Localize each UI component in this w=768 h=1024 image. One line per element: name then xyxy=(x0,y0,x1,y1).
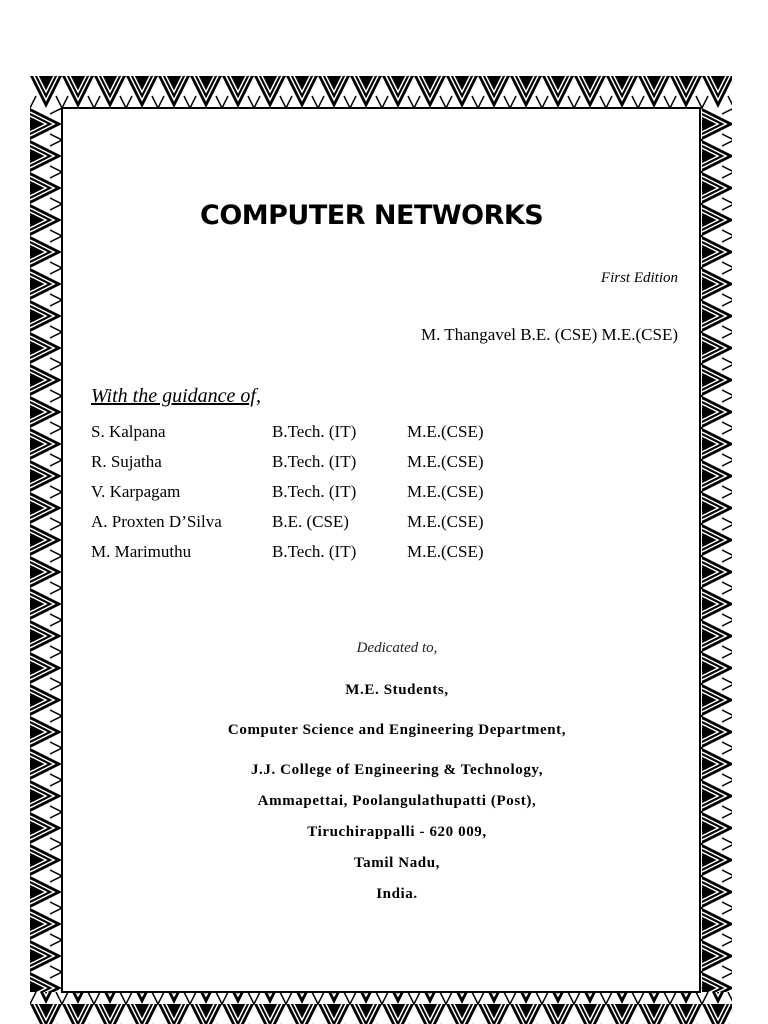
guide-row xyxy=(91,477,484,507)
guide-name: A. Proxten D’Silva xyxy=(91,512,222,531)
guide-row xyxy=(91,537,484,567)
dedication-line: India. xyxy=(376,886,418,902)
guide-degree: B.Tech. (IT) xyxy=(272,542,357,561)
guide-name: R. Sujatha xyxy=(91,452,162,471)
dedication-line: Computer Science and Engineering Department, xyxy=(227,722,567,738)
guide-pg-degree: M.E.(CSE) xyxy=(407,452,484,471)
guide-pg-degree: M.E.(CSE) xyxy=(407,422,484,441)
guide-name: S. Kalpana xyxy=(91,422,166,441)
guide-pg-degree: M.E.(CSE) xyxy=(407,512,484,531)
dedication-line: Tiruchirappalli - 620 009, xyxy=(307,824,487,840)
dedication-line: Tamil Nadu, xyxy=(353,855,441,871)
guide-name: V. Karpagam xyxy=(91,482,181,501)
edition-label: First Edition xyxy=(600,270,678,286)
guide-name: M. Marimuthu xyxy=(91,542,192,561)
guide-pg-degree: M.E.(CSE) xyxy=(407,542,484,561)
guide-row xyxy=(91,507,484,537)
dedication-block xyxy=(62,640,732,903)
guide-row xyxy=(91,447,484,477)
guide-row xyxy=(91,417,484,447)
guidance-heading: With the guidance of, xyxy=(91,385,261,407)
guide-degree: B.Tech. (IT) xyxy=(272,482,357,501)
guide-degree: B.E. (CSE) xyxy=(272,512,349,531)
author-line: M. Thangavel B.E. (CSE) M.E.(CSE) xyxy=(420,325,678,344)
guide-degree: B.Tech. (IT) xyxy=(272,452,357,471)
dedication-line: M.E. Students, xyxy=(345,682,449,698)
dedication-line: Ammapettai, Poolangulathupatti (Post), xyxy=(257,793,537,809)
dedication-heading: Dedicated to, xyxy=(356,640,438,656)
dedication-line: J.J. College of Engineering & Technology, xyxy=(250,762,544,778)
guide-degree: B.Tech. (IT) xyxy=(272,422,357,441)
book-title: COMPUTER NETWORKS xyxy=(200,200,544,231)
guidance-list xyxy=(91,417,484,567)
guide-pg-degree: M.E.(CSE) xyxy=(407,482,484,501)
